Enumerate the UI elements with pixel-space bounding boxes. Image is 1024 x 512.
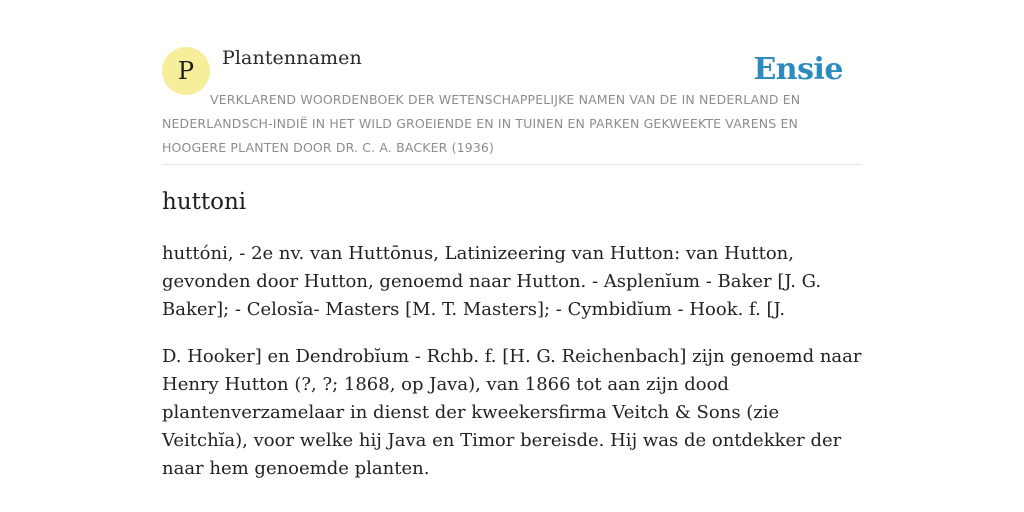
dictionary-avatar[interactable]: P [162, 47, 210, 95]
entry-definition [162, 240, 862, 502]
definition-paragraph: huttóni, - 2e nv. van Huttōnus, Latinizeering van Hutton: van Hutton, gevonden door Hutton, genoemd naar Hutton. - Asplenĭum - Baker [J. G. Baker]; - Celosĭa- Masters [M. T. Masters]; - Cymbidĭum - Hook. f. [J. [162, 243, 822, 320]
definition-paragraph: D. Hooker] en Dendrobĭum - Rchb. f. [H. G. Reichenbach] zijn genoemd naar Henry Hutton (?, ?; 1868, op Java), van 1866 tot aan zijn dood plantenverzamelaar in dienst der kweekersfirma Veitch & Sons (zie Veitchĭa), voor welke hij Java en Timor bereisde. Hij was de ontdekker der naar hem genoemde planten. [162, 346, 862, 479]
dictionary-name-link[interactable]: Plantennamen [222, 47, 362, 69]
dictionary-subtitle: VERKLAREND WOORDENBOEK DER WETENSCHAPPELIJKE NAMEN VAN DE IN NEDERLAND EN NEDERLANDSCH-INDIË IN HET WILD GROEIENDE EN IN TUINEN EN PARKEN GEKWEEKTE VARENS EN HOOGERE PLANTEN DOOR DR. C. A. BACKER (1936) [162, 92, 801, 155]
ensie-logo-link[interactable]: Ensie [753, 52, 843, 87]
entry-headword: huttoni [162, 189, 247, 215]
dictionary-header [162, 44, 862, 165]
